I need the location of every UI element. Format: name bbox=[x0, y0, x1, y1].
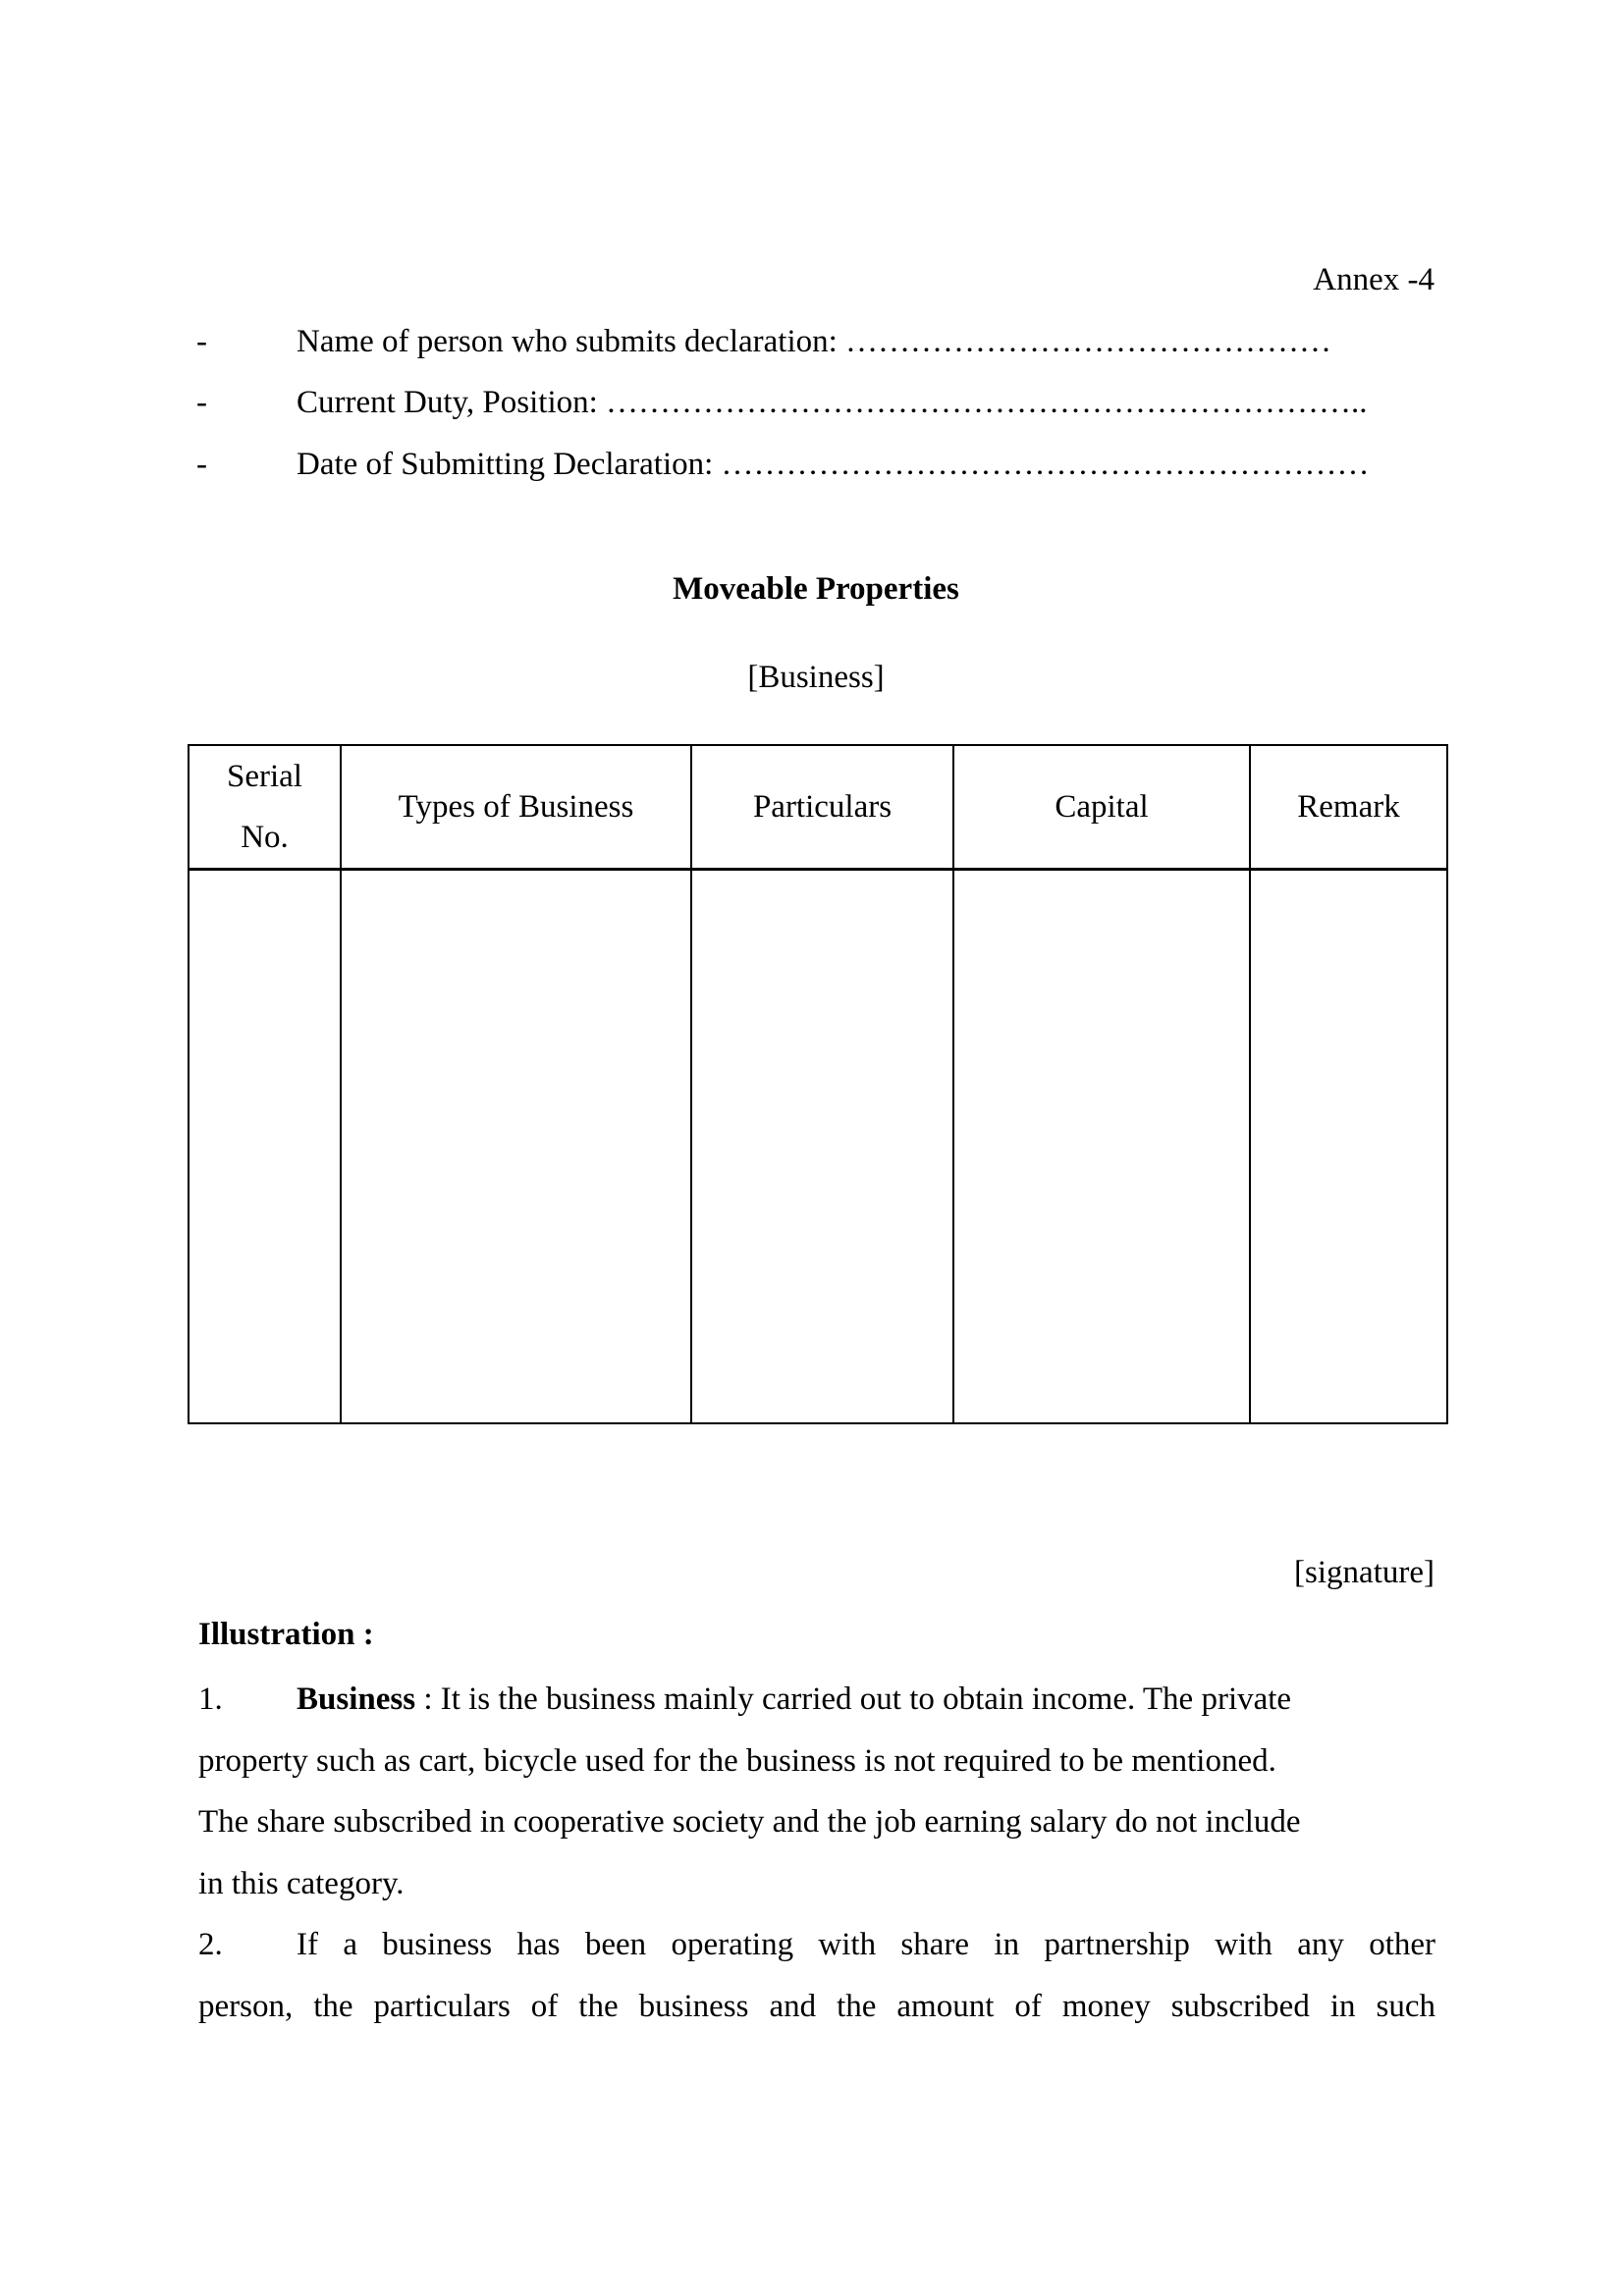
declaration-position-text: Current Duty, Position: …………………………………………………………….. bbox=[297, 385, 1368, 420]
bullet-dash: - bbox=[196, 447, 207, 482]
declaration-date-text: Date of Submitting Declaration: …………………………………………………… bbox=[297, 447, 1370, 482]
cell-particulars[interactable] bbox=[691, 870, 953, 1424]
business-table bbox=[188, 744, 1448, 1424]
signature-label: [signature] bbox=[1294, 1555, 1435, 1590]
illustration-item-2 bbox=[198, 1914, 1435, 2037]
item-number: 2. bbox=[198, 1927, 223, 1962]
header-remark: Remark bbox=[1250, 745, 1447, 870]
cell-capital[interactable] bbox=[953, 870, 1250, 1424]
item-text: : It is the business mainly carried out to obtain income. The private bbox=[415, 1682, 1292, 1717]
item-text: If a business has been operating with share in partnership with any other bbox=[297, 1927, 1435, 1962]
cell-remark[interactable] bbox=[1250, 870, 1447, 1424]
declaration-position-line bbox=[196, 383, 1368, 422]
header-serial-no: Serial No. bbox=[189, 745, 341, 870]
cell-types-of-business[interactable] bbox=[341, 870, 691, 1424]
declaration-name-line bbox=[196, 322, 1331, 361]
header-capital: Capital bbox=[953, 745, 1250, 870]
bullet-dash: - bbox=[196, 324, 207, 359]
illustration-heading: Illustration : bbox=[198, 1617, 374, 1652]
illustration-item-1-line-1 bbox=[198, 1669, 1435, 1731]
table-row bbox=[189, 870, 1447, 1424]
cell-serial-no[interactable] bbox=[189, 870, 341, 1424]
illustration-item-1-line-4: in this category. bbox=[198, 1865, 405, 1901]
illustration-item-1-line-3: The share subscribed in cooperative society and the job earning salary do not include bbox=[198, 1804, 1301, 1840]
bullet-dash: - bbox=[196, 385, 207, 420]
annex-label: Annex -4 bbox=[1313, 262, 1435, 297]
header-types-of-business: Types of Business bbox=[341, 745, 691, 870]
page-subtitle: [Business] bbox=[747, 660, 885, 695]
item-number: 1. bbox=[198, 1682, 223, 1717]
illustration-item-1 bbox=[198, 1669, 1435, 1914]
header-particulars: Particulars bbox=[691, 745, 953, 870]
declaration-date-line bbox=[196, 445, 1370, 484]
illustration-item-2-line-1 bbox=[198, 1914, 1435, 1976]
illustration-item-2-line-2: person, the particulars of the business and the amount of money subscribed in such bbox=[198, 1988, 1435, 2024]
item-bold-lead: Business bbox=[297, 1682, 416, 1717]
table-header-row bbox=[189, 745, 1447, 870]
page-title: Moveable Properties bbox=[673, 571, 959, 607]
declaration-name-text: Name of person who submits declaration: ……………………………………… bbox=[297, 324, 1332, 359]
illustration-item-1-line-2: property such as cart, bicycle used for the business is not required to be mentioned. bbox=[198, 1742, 1276, 1779]
